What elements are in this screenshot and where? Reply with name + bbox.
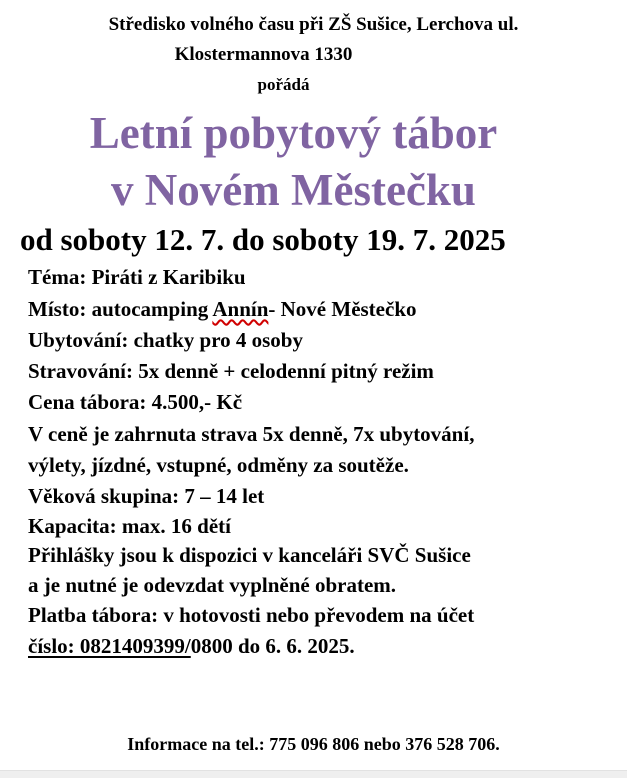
organizer-line: Středisko volného času při ZŠ Sušice, Lerchova ul.: [108, 14, 519, 35]
detail-location-suffix: - Nové Městečko: [268, 297, 417, 321]
detail-meals: Stravování: 5x denně + celodenní pitný režim: [28, 359, 434, 383]
detail-applications-1: Přihlášky jsou k dispozici v kanceláři SVČ Sušice: [28, 543, 471, 567]
camp-title-line2: v Novém Městečku: [111, 165, 476, 215]
detail-location-name: Annín: [212, 297, 269, 321]
detail-location: [28, 297, 417, 322]
detail-payment-deadline: 0800 do 6. 6. 2025.: [190, 634, 355, 658]
detail-location-prefix: Místo: autocamping: [28, 297, 213, 321]
organizer-presents: pořádá: [257, 75, 310, 94]
detail-included-1: V ceně je zahrnuta strava 5x denně, 7x ubytování,: [28, 422, 475, 446]
detail-age: Věková skupina: 7 – 14 let: [28, 484, 265, 508]
account-number: číslo: 0821409399/: [28, 634, 191, 658]
detail-capacity: Kapacita: max. 16 dětí: [28, 514, 231, 538]
detail-price: Cena tábora: 4.500,- Kč: [28, 390, 243, 414]
contact-footer: Informace na tel.: 775 096 806 nebo 376 528 706.: [127, 734, 500, 754]
detail-payment-1: Platba tábora: v hotovosti nebo převodem na účet: [28, 603, 475, 627]
camp-dates: od soboty 12. 7. do soboty 19. 7. 2025: [20, 222, 506, 257]
camp-title-line1: Letní pobytový tábor: [89, 108, 498, 158]
organizer-address: Klostermannova 1330: [174, 44, 353, 65]
detail-applications-2: a je nutné je odevzdat vyplněné obratem.: [28, 573, 397, 597]
detail-included-2: výlety, jízdné, vstupné, odměny za soutěže.: [28, 453, 409, 477]
detail-accommodation: Ubytování: chatky pro 4 osoby: [28, 328, 303, 352]
detail-payment-2: [28, 634, 355, 659]
detail-theme: Téma: Piráti z Karibiku: [28, 265, 246, 289]
